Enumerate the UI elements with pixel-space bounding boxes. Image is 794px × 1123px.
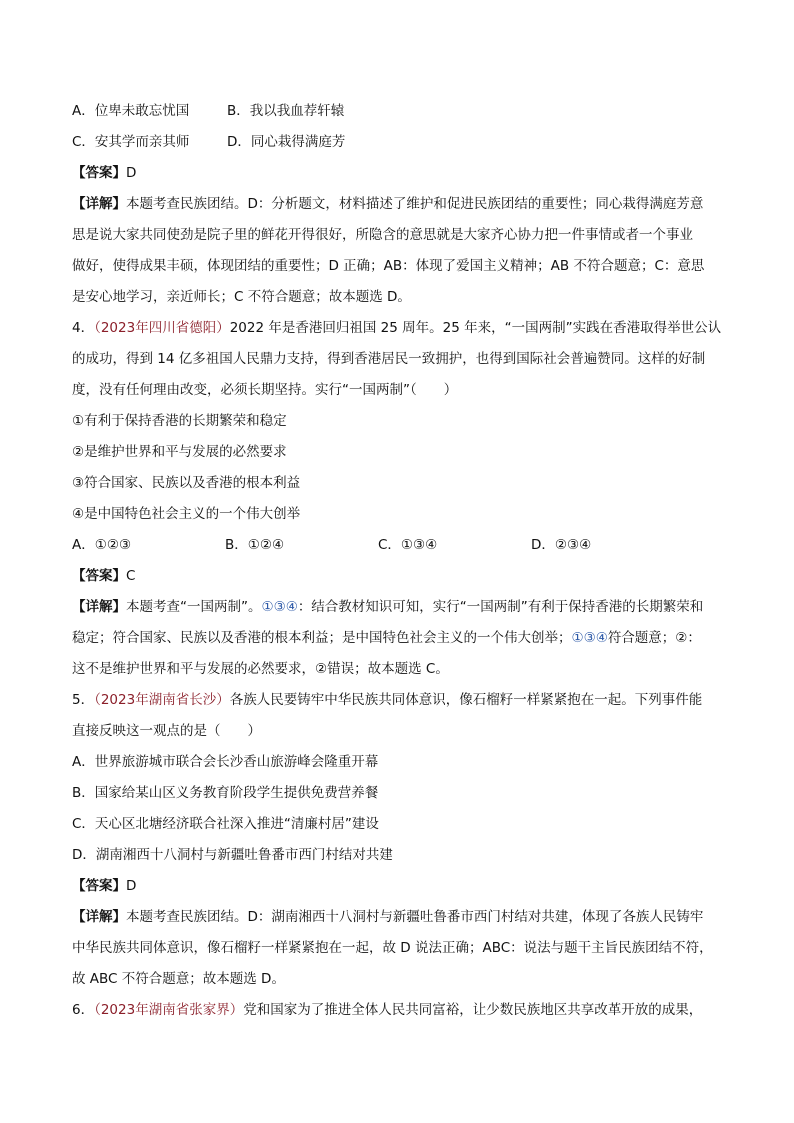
detail-text: 符合题意；②：: [607, 630, 701, 646]
question-source: （2023年四川省德阳）: [94, 320, 230, 336]
q3-detail-line-1: [72, 189, 722, 220]
q3-answer: [72, 158, 722, 189]
detail-text: 本题考查“一国两制”。: [126, 599, 262, 615]
q5-stem-line-2: 直接反映这一观点的是（ ）: [72, 723, 261, 739]
q5-option-a: A．世界旅游城市联合会长沙香山旅游峰会隆重开幕: [72, 754, 379, 770]
question-source: （2023年湖南省长沙）: [94, 692, 230, 708]
detail-tag: 【详解】: [72, 909, 126, 925]
q3-detail-line-4: 是安心地学习，亲近师长；C 不符合题意；故本题选 D。: [72, 289, 411, 305]
document-page: [72, 96, 722, 1026]
q3-option-c: C．安其学而亲其师: [72, 134, 190, 150]
q4-option-c: C．①③④: [378, 537, 438, 553]
q4-item-4: ④是中国特色社会主义的一个伟大创举: [72, 506, 301, 522]
q3-detail-line-2: 思是说大家共同使劲是院子里的鲜花开得很好，所隐含的意思就是大家齐心协力把一件事情或者一个事业: [72, 227, 693, 243]
highlight-text: ①③④: [571, 630, 608, 646]
q5-detail-line-3: 故 ABC 不符合题意；故本题选 D。: [72, 971, 285, 987]
q4-option-b: B．①②④: [225, 537, 285, 553]
q3-option-d: D．同心栽得满庭芳: [227, 134, 346, 150]
detail-text: 本题考查民族团结。D：分析题文，材料描述了维护和促进民族团结的重要性；同心栽得满庭芳意: [126, 196, 704, 212]
q4-stem-line-2: 的成功，得到 14 亿多祖国人民鼎力支持，得到香港居民一致拥护，也得到国际社会普遍赞同。这样的好制: [72, 351, 706, 367]
answer-value: D: [126, 165, 137, 181]
q3-detail-line-3: 做好，使得成果丰硕，体现团结的重要性；D 正确；AB：体现了爱国主义精神；AB 不符合题意；C：意思: [72, 258, 705, 274]
answer-value: C: [126, 568, 136, 584]
q5-option-b: B．国家给某山区义务教育阶段学生提供免费营养餐: [72, 785, 379, 801]
detail-text: 本题考查民族团结。D：湖南湘西十八洞村与新疆吐鲁番市西门村结对共建，体现了各族人民铸牢: [126, 909, 704, 925]
answer-tag: 【答案】: [72, 165, 126, 181]
q3-options-row-2: [72, 127, 722, 158]
q5-detail-line-1: [72, 902, 722, 933]
q3-option-b: B．我以我血荐轩辕: [227, 103, 345, 119]
detail-tag: 【详解】: [72, 599, 126, 615]
highlight-text: ①③④: [261, 599, 298, 615]
q3-options-row-1: [72, 96, 722, 127]
q4-detail-line-1: [72, 592, 722, 623]
answer-tag: 【答案】: [72, 568, 126, 584]
stem-text: 2022 年是香港回归祖国 25 周年。25 年来，“一国两制”实践在香港取得举世公认: [229, 320, 722, 336]
answer-value: D: [126, 878, 137, 894]
q6-stem-line-1: [72, 995, 722, 1026]
question-number: 6．: [72, 1002, 95, 1018]
detail-text: ：结合教材知识可知，实行“一国两制”有利于保持香港的长期繁荣和: [297, 599, 704, 615]
q4-item-1: ①有利于保持香港的长期繁荣和稳定: [72, 413, 287, 429]
q4-answer: [72, 561, 722, 592]
detail-tag: 【详解】: [72, 196, 126, 212]
question-source: （2023年湖南省张家界）: [94, 1002, 244, 1018]
q5-detail-line-2: 中华民族共同体意识，像石榴籽一样紧紧抱在一起，故 D 说法正确；ABC：说法与题干主旨民族团结不符，: [72, 940, 713, 956]
q4-stem-line-3: 度，没有任何理由改变，必须长期坚持。实行“一国两制”（ ）: [72, 382, 458, 398]
q5-option-d: D．湖南湘西十八洞村与新疆吐鲁番市西门村结对共建: [72, 847, 393, 863]
q4-stem-line-1: [72, 313, 722, 344]
q4-detail-line-3: 这不是维护世界和平与发展的必然要求，②错误；故本题选 C。: [72, 661, 449, 677]
question-number: 5．: [72, 692, 95, 708]
q4-detail-line-2: [72, 623, 722, 654]
q5-answer: [72, 871, 722, 902]
answer-tag: 【答案】: [72, 878, 126, 894]
question-number: 4．: [72, 320, 95, 336]
q3-option-a: A．位卑未敢忘忧国: [72, 103, 190, 119]
q4-item-3: ③符合国家、民族以及香港的根本利益: [72, 475, 301, 491]
stem-text: 党和国家为了推进全体人民共同富裕，让少数民族地区共享改革开放的成果，: [243, 1002, 703, 1018]
detail-text: 稳定；符合国家、民族以及香港的根本利益；是中国特色社会主义的一个伟大创举；: [72, 630, 572, 646]
q4-option-d: D．②③④: [531, 537, 592, 553]
q4-options: [72, 530, 722, 561]
q4-option-a: A．①②③: [72, 537, 132, 553]
q5-option-c: C．天心区北塘经济联合社深入推进“清廉村居”建设: [72, 816, 379, 832]
q5-stem-line-1: [72, 685, 722, 716]
q4-item-2: ②是维护世界和平与发展的必然要求: [72, 444, 287, 460]
stem-text: 各族人民要铸牢中华民族共同体意识，像石榴籽一样紧紧抱在一起。下列事件能: [229, 692, 703, 708]
